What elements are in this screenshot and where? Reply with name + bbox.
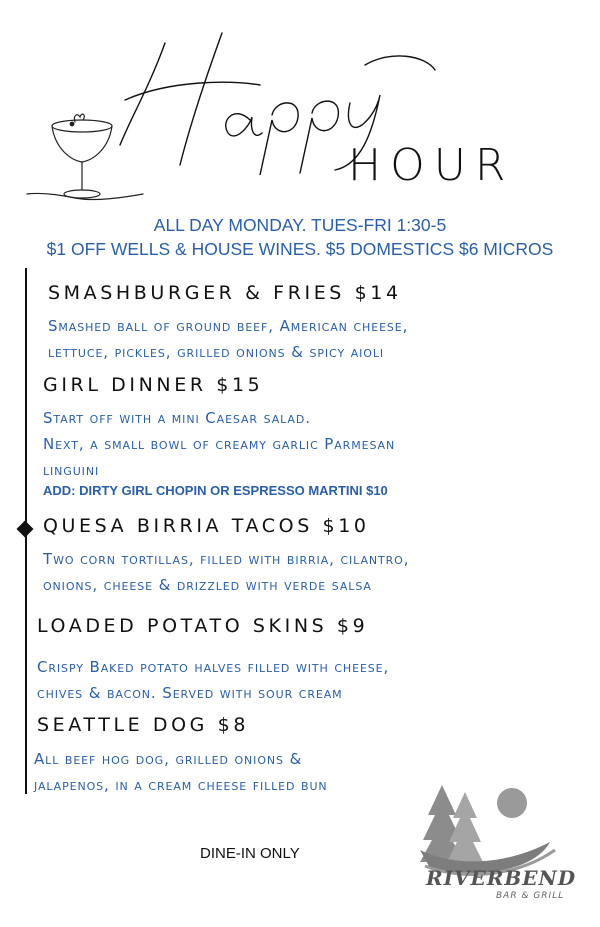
- menu-item-desc: jalapenos, in a cream cheese filled bun: [34, 776, 328, 794]
- menu-item-desc: chives & bacon. Served with sour cream: [37, 684, 343, 702]
- menu-item-title: GIRL DINNER $15: [43, 374, 264, 396]
- logo-name: RIVERBEND: [426, 866, 577, 890]
- menu-item-addon: ADD: DIRTY GIRL CHOPIN OR ESPRESSO MARTINI $10: [43, 483, 388, 498]
- menu-item-desc: Smashed ball of ground beef, American cheese,: [48, 317, 409, 335]
- menu-item-desc: Two corn tortillas, filled with birria, cilantro,: [43, 550, 410, 568]
- hour-title: HOUR: [348, 140, 515, 191]
- promo-prices: $1 OFF WELLS & HOUSE WINES. $5 DOMESTICS $6 MICROS: [46, 239, 554, 259]
- cocktail-glass-icon: [25, 108, 145, 208]
- logo-subtitle: BAR & GRILL: [496, 891, 565, 901]
- menu-item-title: SEATTLE DOG $8: [37, 714, 250, 736]
- menu-item-title: SMASHBURGER & FRIES $14: [48, 282, 402, 304]
- menu-item-desc: Start off with a mini Caesar salad.: [43, 409, 311, 427]
- menu-item-desc: lettuce, pickles, grilled onions & spicy aioli: [48, 343, 385, 361]
- menu-item-desc: Next, a small bowl of creamy garlic Parmesan: [43, 435, 396, 453]
- promo-schedule: ALL DAY MONDAY. TUES-FRI 1:30-5: [153, 215, 447, 235]
- menu-item-desc: linguini: [43, 461, 100, 479]
- menu-item-desc: onions, cheese & drizzled with verde salsa: [43, 576, 372, 594]
- menu-item-desc: All beef hog dog, grilled onions &: [34, 750, 303, 768]
- diamond-marker-icon: [17, 521, 34, 538]
- menu-item-desc: Crispy Baked potato halves filled with cheese,: [37, 658, 390, 676]
- menu-item-title: QUESA BIRRIA TACOS $10: [43, 515, 370, 537]
- dine-in-note: DINE-IN ONLY: [200, 845, 300, 862]
- menu-item-title: LOADED POTATO SKINS $9: [37, 615, 369, 637]
